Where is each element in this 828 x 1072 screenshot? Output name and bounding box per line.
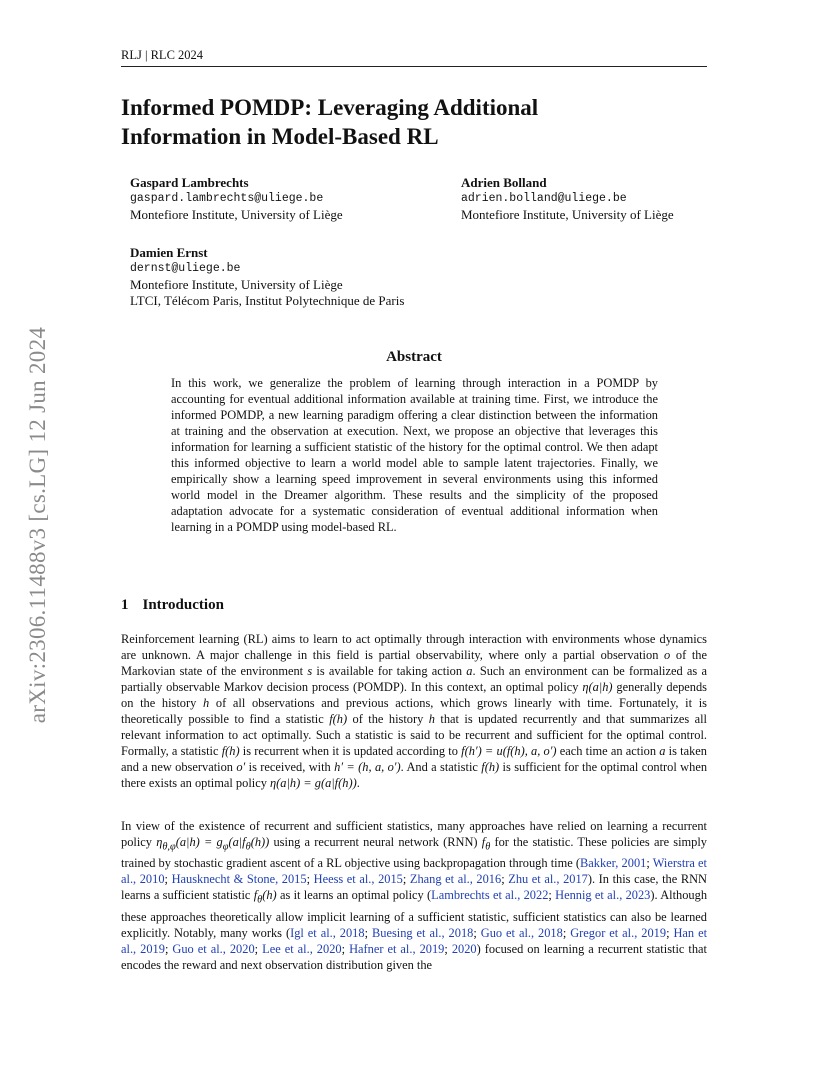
citation-link[interactable]: Zhu et al., 2017	[508, 872, 588, 887]
section-number: 1	[121, 597, 129, 613]
citation-link[interactable]: Hafner et al., 2019	[349, 941, 445, 956]
citation-link[interactable]: Guo et al., 2020	[172, 941, 255, 956]
author-block-3	[130, 245, 404, 309]
section-title: Introduction	[142, 597, 224, 613]
citation-link[interactable]: Guo et al., 2018	[480, 925, 563, 940]
title-line-1: Informed POMDP: Leveraging Additional	[121, 95, 539, 120]
author-affiliation: Montefiore Institute, University of Liège	[461, 207, 674, 222]
paragraph-2: In view of the existence of recurrent and sufficient statistics, many approaches have relied on learning a recurrent policy $\eta_{\theta,\varphi}(a|h) = g_\varphi(a|f_\theta(h))$ using a recurrent neural network (RNN) $f_\theta$ for the statistic. These policies are simply trained by stochastic gradient ascent of a RL objective using backpropagation through time (Bakker, 2001; Wierstra et al., 2010; Hausknecht & Stone, 2015; Heess et al., 2015; Zhang et al., 2016; Zhu et al., 2017). In this case, the RNN learns a sufficient statistic $f_\theta(h)$ as it learns an optimal policy (Lambrechts et al., 2022; Hennig et al., 2023). Although these approaches theoretically allow implicit learning of a sufficient statistic, sufficient statistics can also be learned explicitly. Notably, many works (Igl et al., 2018; Buesing et al., 2018; Guo et al., 2018; Gregor et al., 2019; Han et al., 2019; Guo et al., 2020; Lee et al., 2020; Hafner et al., 2019; 2020) focused on learning a recurrent statistic that encodes the reward and next observation distribution given the	[121, 819, 708, 972]
abstract-heading: Abstract	[386, 349, 442, 365]
author-block-1	[130, 175, 343, 223]
citation-link[interactable]: Hennig et al., 2023	[555, 888, 651, 903]
citation-link[interactable]: Buesing et al., 2018	[371, 925, 474, 940]
citation-link[interactable]: Zhang et al., 2016	[409, 872, 502, 887]
author-affiliation: Montefiore Institute, University of Liège	[130, 277, 343, 292]
section-heading	[121, 597, 224, 614]
abstract-text: In this work, we generalize the problem of learning through interaction in a POMDP by accounting for eventual additional information available at training time. First, we introduce the informed POMDP, a new learning paradigm offering a clear distinction between the information at training and the observation at execution. Next, we propose an objective that leverages this information for learning a sufficient statistic of the history for the optimal control. We then adapt this informed objective to learn a world model able to sample latent trajectories. Finally, we empirically show a learning speed improvement in several environments using this informed world model in the Dreamer algorithm. These results and the simplicity of the proposed adaptation advocate for a systematic consideration of eventual additional information when learning in a POMDP using model-based RL.	[171, 376, 658, 534]
citation-link[interactable]: Han et al., 2019	[121, 925, 708, 956]
arxiv-identifier: arXiv:2306.11488v3 [cs.LG] 12 Jun 2024	[25, 326, 50, 724]
citation-link[interactable]: Lee et al., 2020	[262, 941, 342, 956]
author-email[interactable]: adrien.bolland@uliege.be	[461, 192, 627, 205]
title-line-2: Information in Model-Based RL	[121, 124, 439, 149]
author-affiliation: Montefiore Institute, University of Liège	[130, 207, 343, 222]
author-email[interactable]: gaspard.lambrechts@uliege.be	[130, 192, 324, 205]
citation-link[interactable]: Wierstra et al., 2010	[121, 856, 707, 887]
paper-title	[121, 93, 721, 151]
citation-link[interactable]: Gregor et al., 2019	[570, 925, 667, 940]
author-email[interactable]: dernst@uliege.be	[130, 262, 241, 275]
citation-link[interactable]: Hausknecht & Stone, 2015	[171, 872, 307, 887]
author-name: Adrien Bolland	[461, 175, 547, 190]
citation-link[interactable]: 2020	[451, 941, 477, 956]
citation-link[interactable]: Igl et al., 2018	[290, 925, 365, 940]
paragraph-1: Reinforcement learning (RL) aims to learn to act optimally through interaction with environments whose dynamics are unknown. A major challenge in this field is partial observability, where only a partial observation o of the Markovian state of the environment s is available for taking action a. Such an environment can be formalized as a partially observable Markov decision process (POMDP). In this context, an optimal policy η(a|h) generally depends on the history h of all observations and previous actions, which grows linearly with time. Fortunately, it is theoretically possible to find a statistic f(h) of the history h that is updated recurrently and that summarizes all relevant information to act optimally. Such a statistic is said to be recurrent and sufficient for the optimal control. Formally, a statistic f(h) is recurrent when it is updated according to f(h′) = u(f(h), a, o′) each time an action a is taken and a new observation o′ is received, with h′ = (h, a, o′). And a statistic f(h) is sufficient for the optimal control when there exists an optimal policy η(a|h) = g(a|f(h)).	[121, 632, 708, 790]
author-block-2	[461, 175, 674, 223]
citation-link[interactable]: Bakker, 2001	[580, 856, 647, 871]
citation-link[interactable]: Heess et al., 2015	[313, 872, 403, 887]
author-name: Damien Ernst	[130, 245, 208, 260]
author-name: Gaspard Lambrechts	[130, 175, 249, 190]
citation-link[interactable]: Lambrechts et al., 2022	[431, 888, 549, 903]
author-affiliation-2: LTCI, Télécom Paris, Institut Polytechnique de Paris	[130, 293, 405, 308]
running-head: RLJ | RLC 2024	[121, 48, 707, 67]
